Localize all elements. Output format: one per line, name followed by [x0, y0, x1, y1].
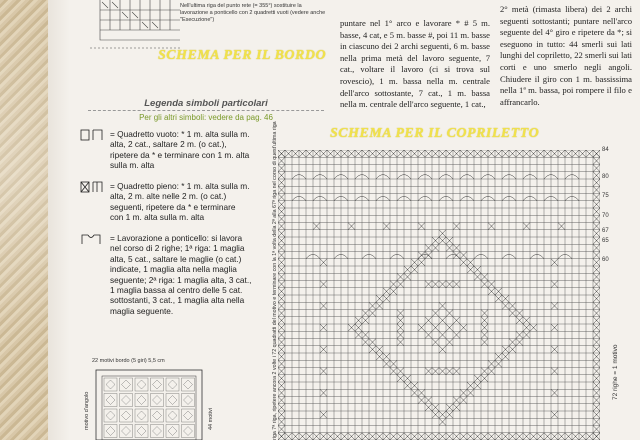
bridge-stitch-icon	[80, 232, 110, 246]
side-note	[258, 121, 278, 440]
row-number-65: 65	[602, 238, 609, 244]
instructions-column-1: puntare nel 1° arco e lavorare * # 5 m. basse, 4 cat, e 5 m. basse #, poi 11 m. basse in ciascuno dei 2 archi seguenti, 6 m. basse nella prima metà del lavoro seguente, 7 cat., voltare il lavoro (ci si trova sul rovescio), 1 m. bassa nella m. centrale dell'arco sottostante, 7 cat., 1 m. bassa nella m. centrale dell'arco seguente, 1 cat.,	[340, 18, 490, 110]
legend-item-empty: = Quadretto vuoto: * 1 m. alta sulla m. alta, 2 cat., saltare 2 m. (o cat.), ripetere da * e terminare con 1 m. alta sulla m. alta	[110, 129, 250, 171]
instructions-column-2: 2° metà (rimasta libera) dei 2 archi seguenti sottostanti; puntare nell'arco seguente del 4° giro e ripetere da *; si eseguono in tutto: 44 smerli sui lati lunghi del copriletto, 22 smerli sui lati corti e uno smerlo negli angoli. Chiudere il giro con 1 m. bassissima nella 1ª m. bassa, poi rompere il filo e affrancarlo.	[500, 4, 632, 107]
title-schema-bordo: SCHEMA PER IL BORDO	[158, 48, 327, 63]
top-note: Nell'ultima riga del punto rete (= 355°) sostituire la lavorazione a ponticello con 2 quadretti vuoti (vedere anche "Esecuzione")	[180, 3, 326, 23]
row-number-84: 84	[602, 147, 609, 153]
legend-item-filled: = Quadretto pieno: * 1 m. alta sulla m. alta, 2 m. alte nelle 2 m. (o cat.) seguenti, ripetere da * e terminare con 1 m. alta sulla m. alta	[110, 181, 250, 223]
motif-label-text: 72 righe = 1 motivo	[612, 344, 619, 400]
row-number-80: 80	[602, 174, 609, 180]
title-schema-copriletto: SCHEMA PER IL COPRILETTO	[330, 126, 540, 141]
legend-item-bridge: = Lavorazione a ponticello: si lavora nel corso di 2 righe; 1ª riga: 1 maglia alta, 5 cat., saltare le maglie (o cat.) indicate, 1 maglia alta nella maglia seguente; 2ª riga: 1 maglia alta, 3 cat., 1 maglia bassa al centro delle 5 cat. sottostanti, 3 cat., 1 maglia alta nella maglia seguente.	[110, 233, 252, 316]
photo-strip	[0, 0, 48, 440]
mini-right-label: 44 motivi	[208, 407, 214, 430]
filled-square-icon	[80, 180, 110, 194]
legend-heading: Legenda simboli particolari	[88, 98, 324, 111]
legend-box	[78, 98, 334, 122]
row-number-75: 75	[602, 193, 609, 199]
copriletto-chart	[278, 150, 600, 440]
row-number-70: 70	[602, 213, 609, 219]
row-number-67: 67	[602, 228, 609, 234]
mini-top-label: 22 motivi bordo (5 giri) 5,5 cm	[92, 358, 165, 364]
motif-label	[604, 290, 624, 410]
mini-left-label: motivo d'angolo	[84, 391, 90, 430]
side-note-text: riga 7ª riga, ripetere ancora 2 volte i 72 quadratti del motivo e terminare con la 1ª volta della 2ª alla 67ª riga nel corso di quest'ultima riga	[272, 121, 278, 440]
mini-overview-chart	[94, 368, 204, 440]
row-number-60: 60	[602, 257, 609, 263]
empty-square-icon	[80, 128, 110, 142]
legend-subheading: Per gli altri simboli: vedere da pag. 46	[139, 113, 273, 122]
page-binding	[48, 0, 70, 440]
